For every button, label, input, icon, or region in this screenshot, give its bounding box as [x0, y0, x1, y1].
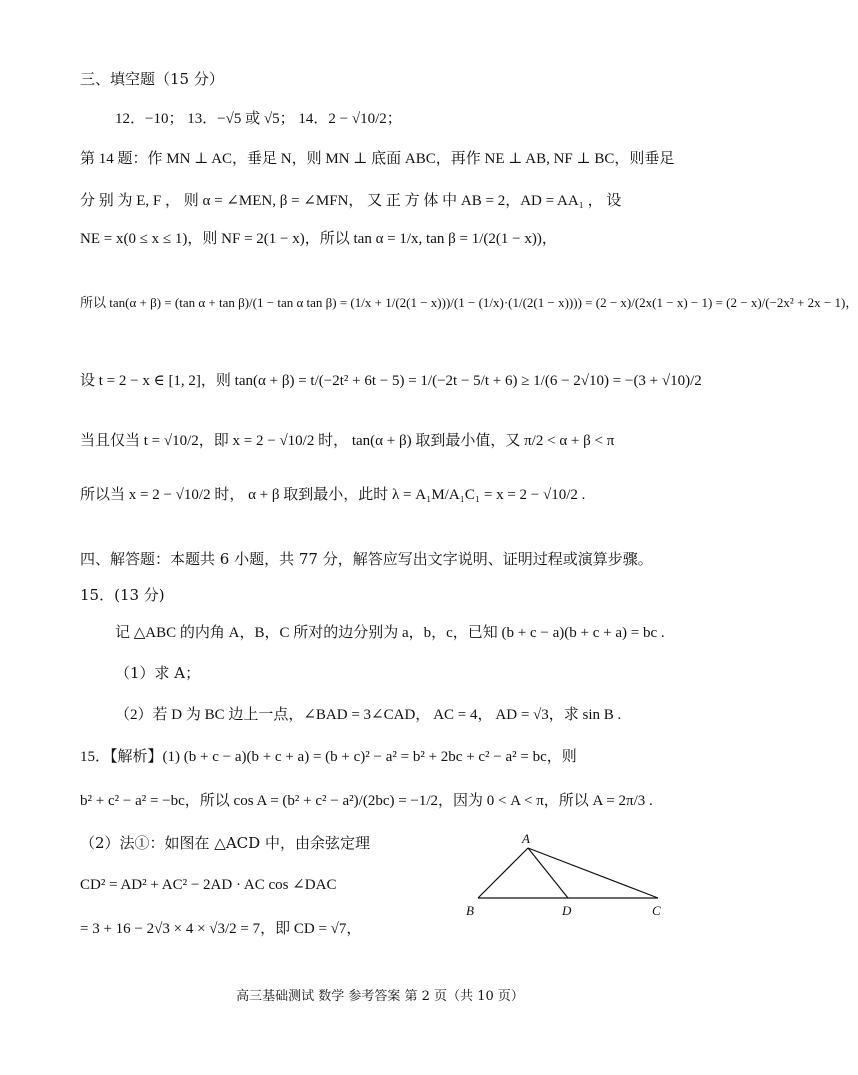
vertex-label-a: A [522, 831, 530, 846]
q14-solution-line5: 设 t = 2 − x ∈ [1, 2]，则 tan(α + β) = t/(−2t² + 6t − 5) = 1/(−2t − 5/t + 6) ≥ 1/(6 − 2√10) = −(3 + √10)/2 [80, 373, 702, 389]
vertex-label-d: D [562, 903, 572, 918]
vertex-label-c: C [652, 903, 661, 918]
vertex-label-b: B [466, 903, 474, 918]
q15-number: 15．(13 分) [80, 586, 165, 604]
q15-solution-line2: b² + c² − a² = −bc，所以 cos A = (b² + c² − a²)/(2bc) = −1/2，因为 0 < A < π，所以 A = 2π/3 . [80, 793, 653, 809]
triangle-figure [462, 830, 702, 930]
q15-solution-line5: = 3 + 16 − 2√3 × 4 × √3/2 = 7，即 CD = √7， [80, 921, 362, 937]
q14-solution-line4: 所以 tan(α + β) = (tan α + tan β)/(1 − tan α tan β) = (1/x + 1/(2(1 − x)))/(1 − (1/x)·(1/(2(1 − x)))) = (2 − x)/(2x(1 − x) − 1) = (2 − x)/(−2x² + 2x − 1)， [80, 295, 858, 310]
q14-solution-line6: 当且仅当 t = √10/2，即 x = 2 − √10/2 时， tan(α + β) 取到最小值，又 π/2 < α + β < π [80, 433, 615, 449]
segment-ab [478, 848, 528, 898]
q15-solution-line3: （2）法①：如图在 △ACD 中，由余弦定理 [80, 834, 370, 852]
q14-solution-line3: NE = x(0 ≤ x ≤ 1)，则 NF = 2(1 − x)，所以 tan α = 1/x, tan β = 1/(2(1 − x))， [80, 231, 557, 247]
q14-solution-line2: 分 别 为 E, F ， 则 α = ∠MEN, β = ∠MFN， 又 正 方 体 中 AB = 2，AD = AA₁ ， 设 [80, 193, 622, 209]
q15-solution-line4: CD² = AD² + AC² − 2AD · AC cos ∠DAC [80, 877, 337, 893]
q15-solution-line1: 15．【解析】(1) (b + c − a)(b + c + a) = (b + c)² − a² = b² + 2bc + c² − a² = bc，则 [80, 749, 577, 765]
q15-stem: 记 △ABC 的内角 A，B，C 所对的边分别为 a，b，c，已知 (b + c − a)(b + c + a) = bc . [115, 625, 665, 641]
q14-solution-line7: 所以当 x = 2 − √10/2 时， α + β 取到最小，此时 λ = A₁M/A₁C₁ = x = 2 − √10/2 . [80, 487, 586, 503]
section3-heading: 三、填空题（15 分） [80, 70, 224, 88]
q14-solution-line1: 第 14 题：作 MN ⊥ AC，垂足 N，则 MN ⊥ 底面 ABC，再作 NE ⊥ AB, NF ⊥ BC，则垂足 [80, 151, 675, 167]
page-footer: 高三基础测试 数学 参考答案 第 2 页（共 10 页） [236, 989, 524, 1004]
section4-heading: 四、解答题：本题共 6 小题，共 77 分，解答应写出文字说明、证明过程或演算步骤。 [80, 550, 653, 568]
fill-in-answers: 12．−10； 13．−√5 或 √5； 14．2 − √10/2； [115, 111, 402, 127]
q15-part1: （1）求 A； [115, 664, 201, 682]
q15-part2: （2）若 D 为 BC 边上一点，∠BAD = 3∠CAD， AC = 4， AD = √3，求 sin B . [115, 707, 622, 723]
